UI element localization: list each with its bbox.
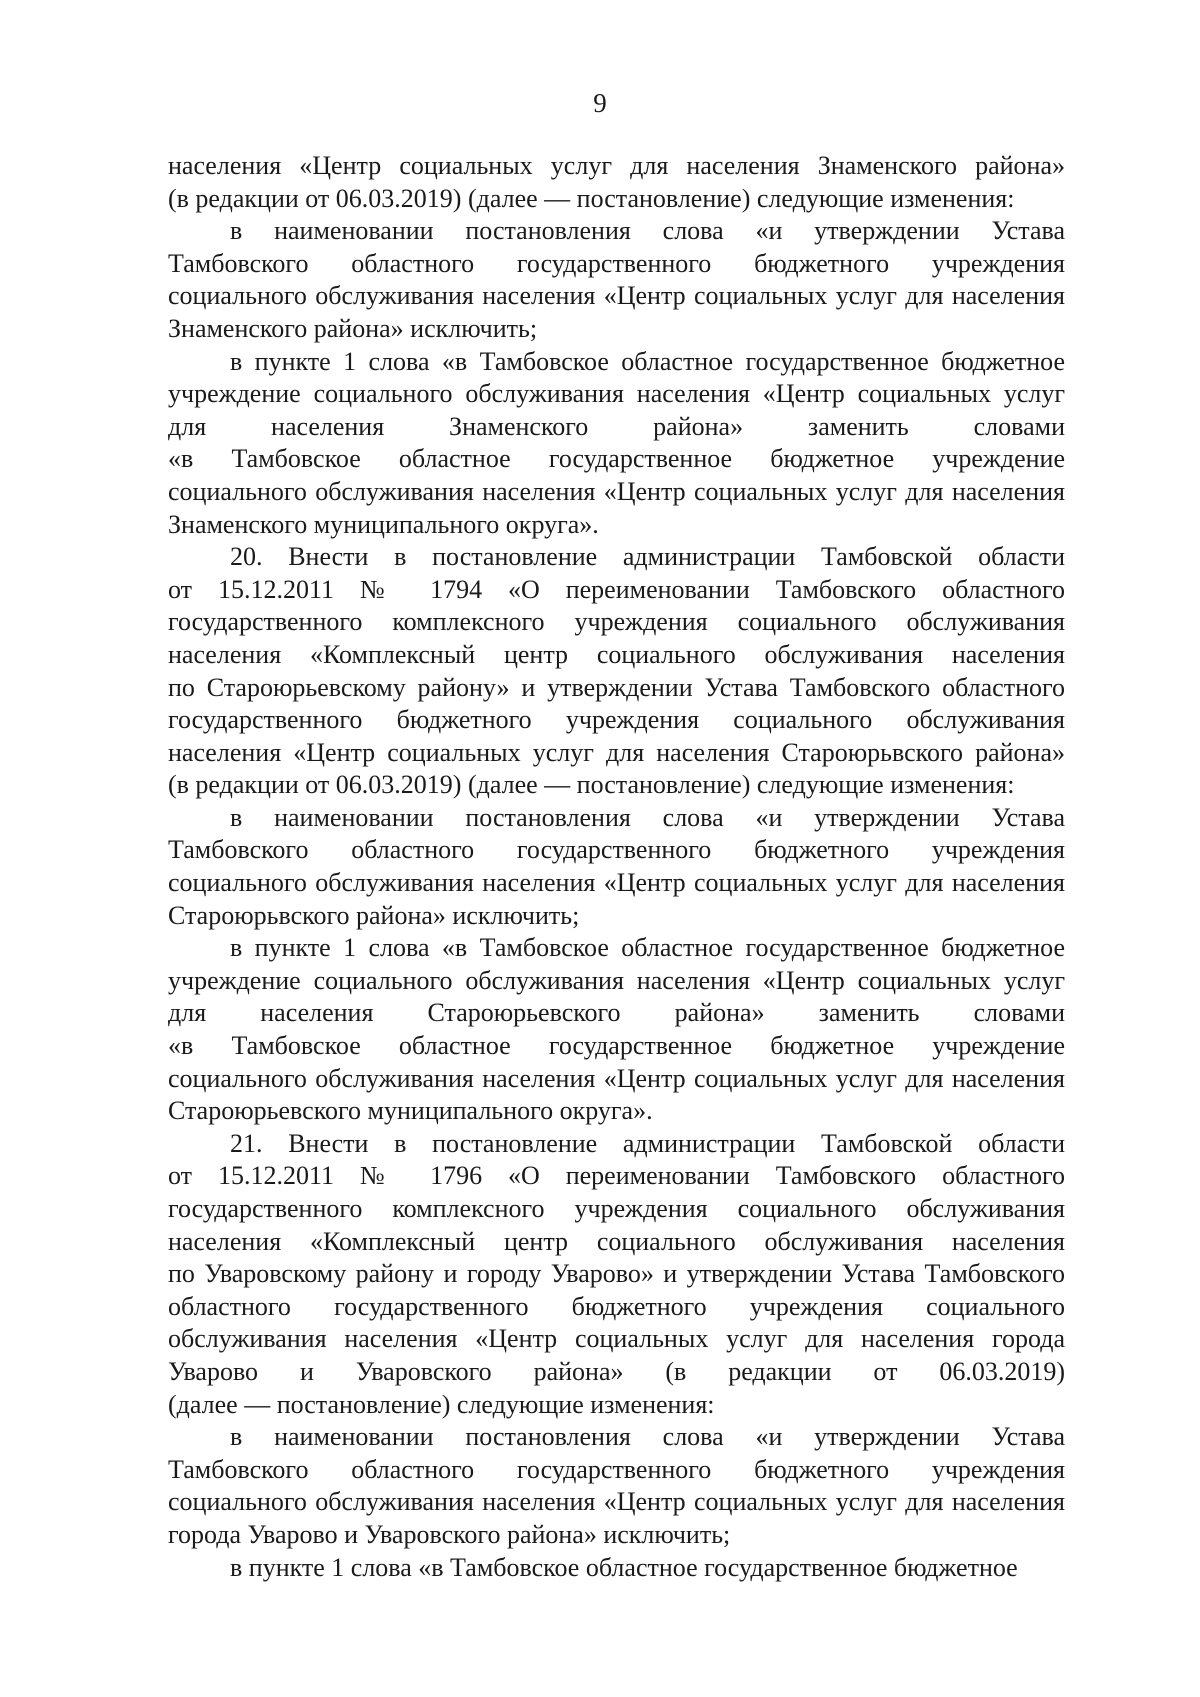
- text-line: учреждение социального обслуживания населения «Центр социальных услуг: [168, 379, 1065, 409]
- paragraph: [168, 802, 1065, 932]
- page-number: 9: [593, 88, 607, 118]
- text-line: 20. Внести в постановление администрации Тамбовской области: [230, 542, 1065, 572]
- text-line: в наименовании постановления слова «и утверждении Устава: [230, 216, 1065, 246]
- text-line: областного государственного бюджетного учреждения социального: [168, 1291, 1065, 1321]
- text-line: Тамбовского областного государственного бюджетного учреждения: [168, 248, 1065, 278]
- text-line: Знаменского района» исключить;: [168, 313, 538, 343]
- text-line: Староюрьевского муниципального округа».: [168, 1096, 653, 1126]
- text-line: «в Тамбовское областное государственное бюджетное учреждение: [168, 444, 1065, 474]
- text-line: Тамбовского областного государственного бюджетного учреждения: [168, 835, 1065, 865]
- paragraph: [168, 1552, 1065, 1585]
- paragraph: [168, 215, 1065, 345]
- text-line: по Уваровскому району и городу Уварово» и утверждении Устава Тамбовского: [168, 1259, 1065, 1289]
- text-line: в пункте 1 слова «в Тамбовское областное государственное бюджетное: [230, 346, 1065, 376]
- text-line: по Староюрьевскому району» и утверждении Устава Тамбовского областного: [168, 672, 1065, 702]
- text-line: государственного комплексного учреждения социального обслуживания: [168, 1194, 1065, 1223]
- document-body: [168, 150, 1065, 1584]
- text-line: Знаменского муниципального округа».: [168, 509, 599, 539]
- paragraph: [168, 1128, 1065, 1421]
- text-line: населения «Комплексный центр социального обслуживания населения: [168, 639, 1065, 669]
- text-line: для населения Староюрьевского района» заменить словами: [168, 998, 1065, 1028]
- text-line: Уварово и Уваровского района» (в редакции от 06.03.2019): [168, 1356, 1065, 1386]
- text-line: обслуживания населения «Центр социальных услуг для населения города: [168, 1324, 1065, 1354]
- text-line: (в редакции от 06.03.2019) (далее — постановление) следующие изменения:: [168, 183, 1015, 213]
- text-line: в пункте 1 слова «в Тамбовское областное государственное бюджетное: [230, 933, 1065, 963]
- paragraph: [168, 932, 1065, 1128]
- text-line: в наименовании постановления слова «и утверждении Устава: [230, 1422, 1065, 1452]
- text-line: города Уварово и Уваровского района» исключить;: [168, 1519, 731, 1549]
- paragraph: [168, 541, 1065, 802]
- text-line: учреждение социального обслуживания населения «Центр социальных услуг: [168, 965, 1065, 995]
- text-line: (далее — постановление) следующие изменения:: [168, 1389, 715, 1419]
- text-line: 21. Внести в постановление администрации Тамбовской области: [230, 1128, 1065, 1158]
- paragraph: [168, 1421, 1065, 1551]
- text-line: Тамбовского областного государственного бюджетного учреждения: [168, 1454, 1065, 1484]
- paragraph: [168, 346, 1065, 542]
- text-line: государственного комплексного учреждения социального обслуживания: [168, 607, 1065, 637]
- text-line: «в Тамбовское областное государственное бюджетное учреждение: [168, 1031, 1065, 1061]
- text-line: населения «Комплексный центр социального обслуживания населения: [168, 1226, 1065, 1256]
- text-line: социального обслуживания населения «Центр социальных услуг для населения: [168, 1487, 1065, 1517]
- text-line: государственного бюджетного учреждения социального обслуживания: [168, 705, 1065, 735]
- text-line: населения «Центр социальных услуг для населения Знаменского района»: [168, 151, 1065, 180]
- text-line: в пункте 1 слова «в Тамбовское областное государственное бюджетное: [230, 1552, 1018, 1582]
- text-line: (в редакции от 06.03.2019) (далее — постановление) следующие изменения:: [168, 770, 1015, 800]
- text-line: социального обслуживания населения «Центр социальных услуг для населения: [168, 868, 1065, 898]
- paragraph: [168, 150, 1065, 215]
- text-line: от 15.12.2011 № 1796 «О переименовании Тамбовского областного: [168, 1161, 1065, 1191]
- text-line: для населения Знаменского района» заменить словами: [168, 411, 1065, 441]
- text-line: социального обслуживания населения «Центр социальных услуг для населения: [168, 281, 1065, 311]
- text-line: населения «Центр социальных услуг для населения Староюрьвского района»: [168, 737, 1065, 767]
- text-line: от 15.12.2011 № 1794 «О переименовании Тамбовского областного: [168, 574, 1065, 604]
- text-line: социального обслуживания населения «Центр социальных услуг для населения: [168, 1063, 1065, 1093]
- text-line: в наименовании постановления слова «и утверждении Устава: [230, 802, 1065, 832]
- text-line: Староюрьвского района» исключить;: [168, 900, 580, 930]
- text-line: социального обслуживания населения «Центр социальных услуг для населения: [168, 476, 1065, 506]
